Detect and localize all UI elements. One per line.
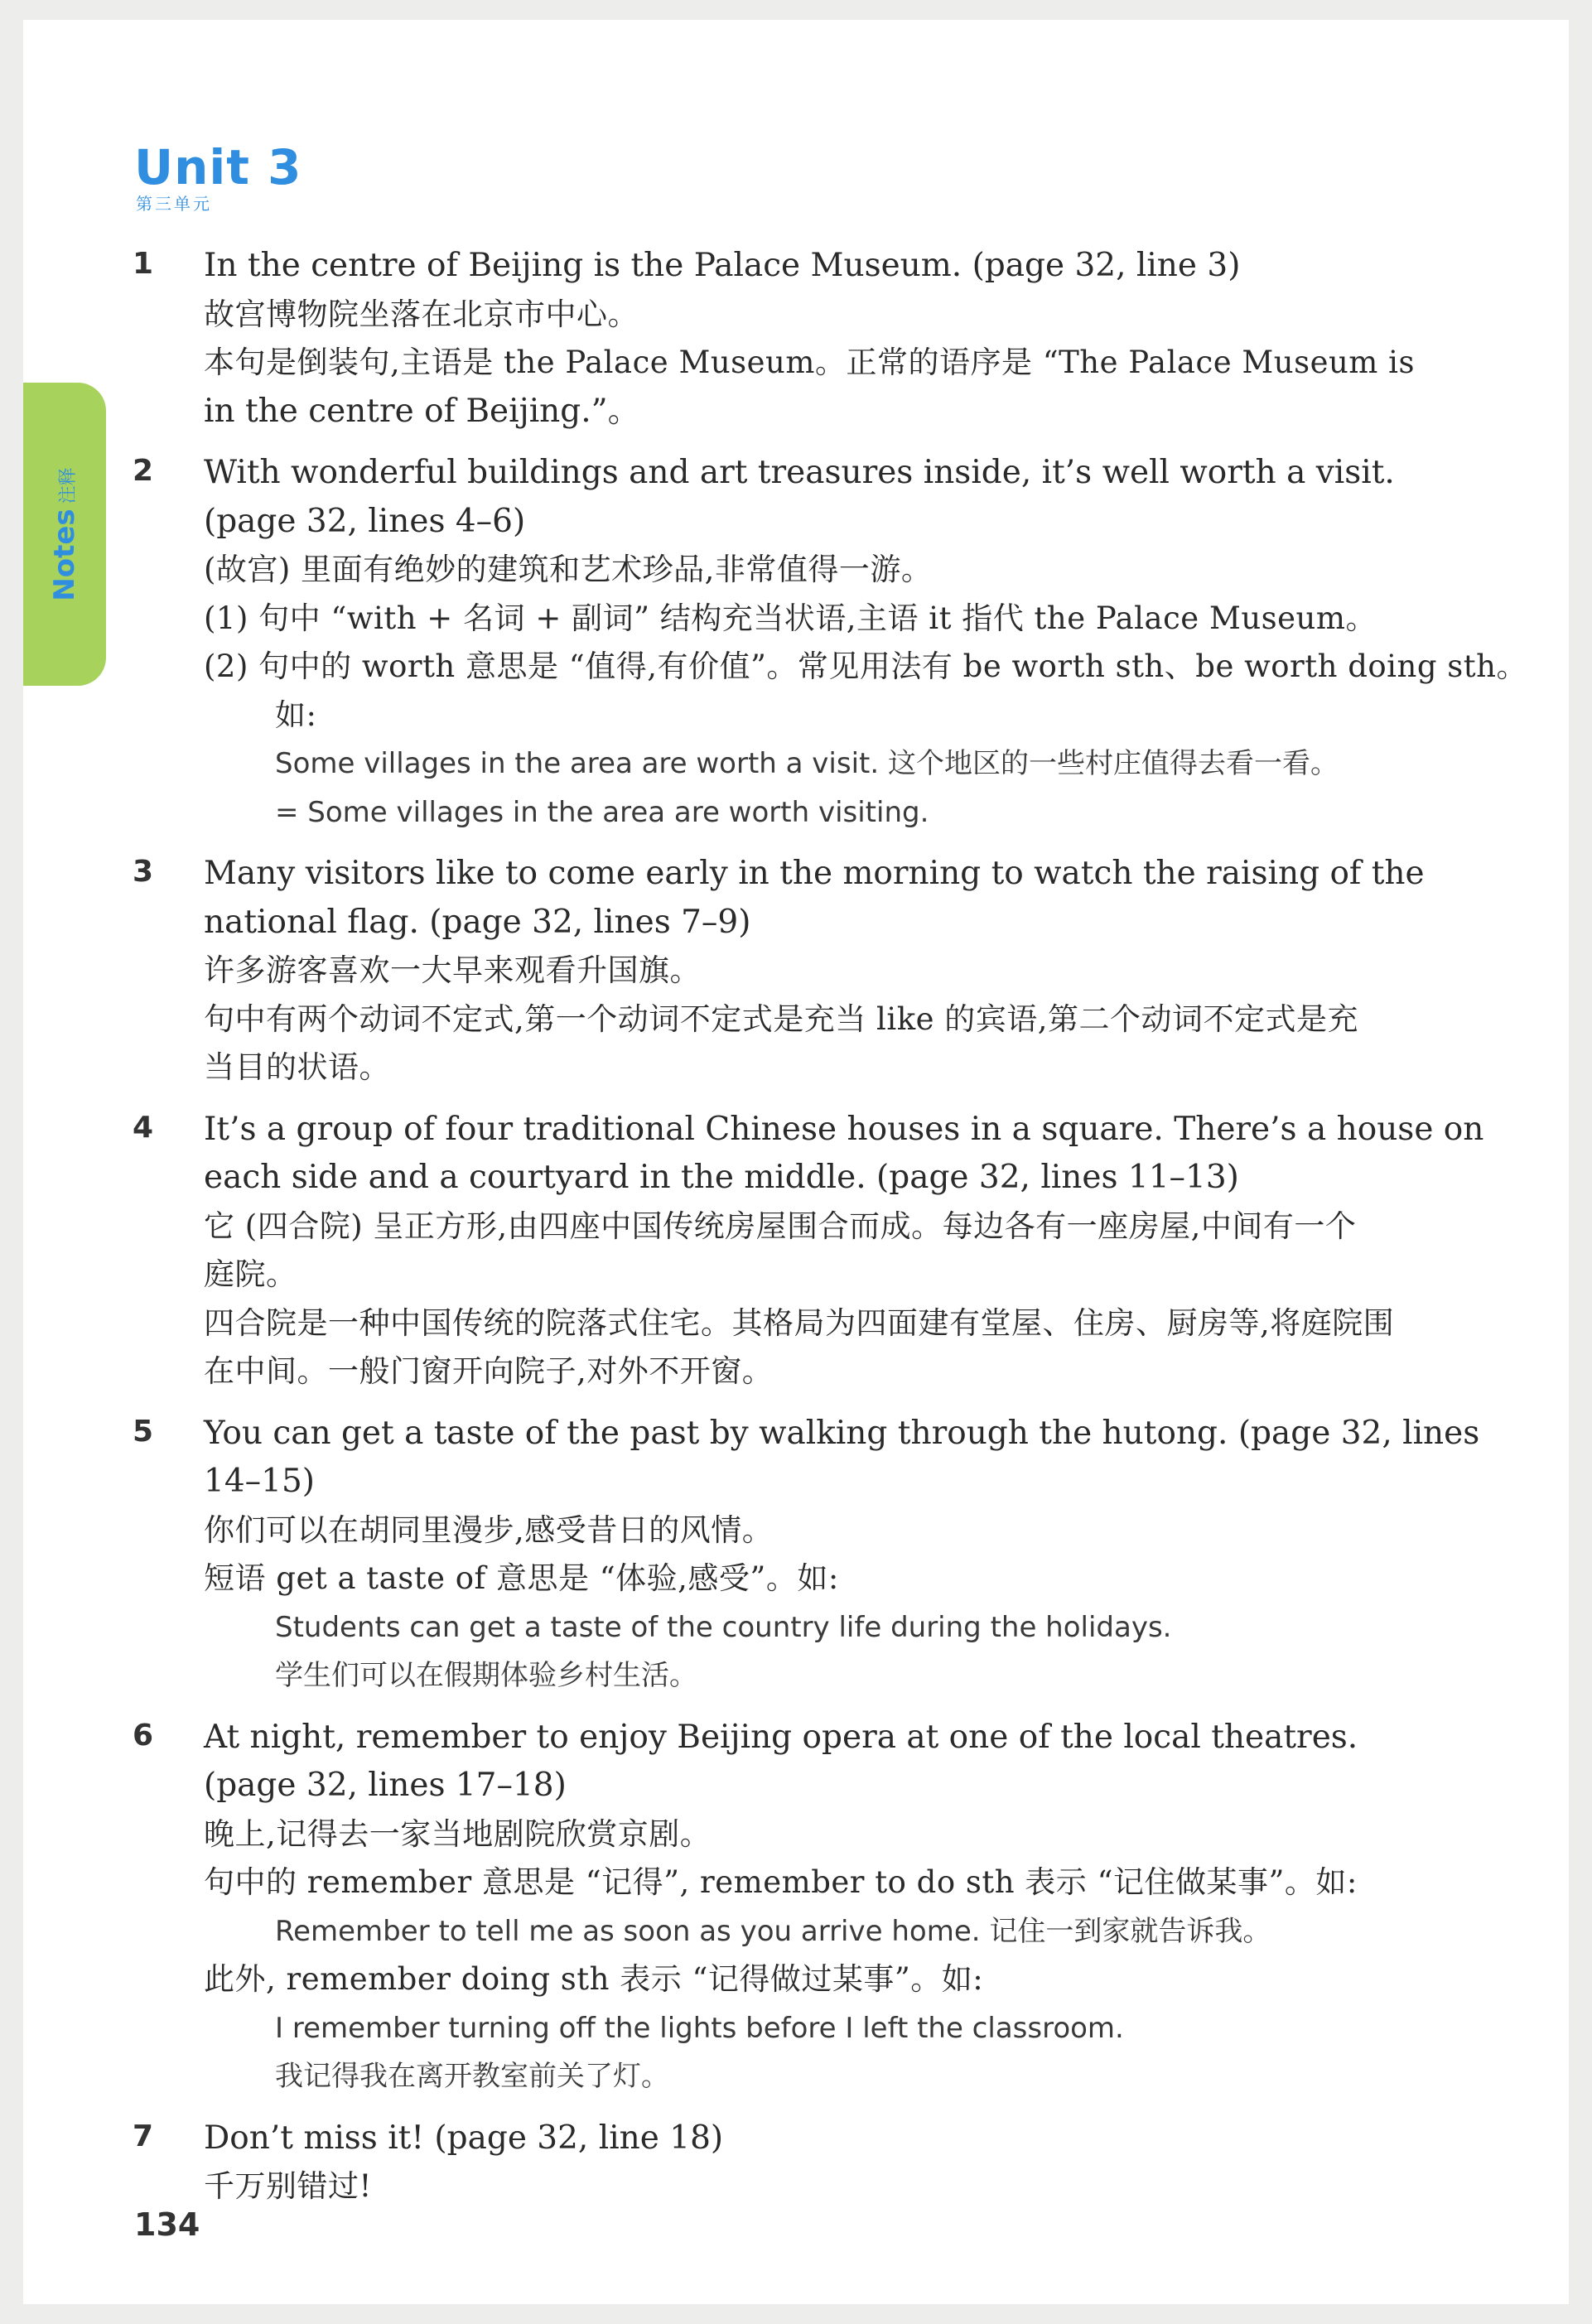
note-line: 此外, remember doing sth 表示 “记得做过某事”。如:	[204, 1961, 984, 1997]
note-line: 故宫博物院坐落在北京市中心。	[204, 296, 639, 332]
example-sentence: I remember turning off the lights before I left the classroom.	[275, 2011, 1124, 2045]
note-item-2	[133, 449, 1532, 837]
note-line: 庭院。	[204, 1256, 297, 1292]
note-line: each side and a courtyard in the middle. (page 32, lines 11–13)	[204, 1159, 1239, 1196]
note-number: 2	[133, 454, 154, 488]
example-sentence: 学生们可以在假期体验乡村生活。	[275, 1659, 697, 1692]
notes-tab-label	[48, 467, 81, 600]
note-number: 7	[133, 2119, 154, 2153]
notes-tab-cn: 注释	[58, 467, 79, 504]
note-line: (page 32, lines 17–18)	[204, 1767, 567, 1804]
note-line: 四合院是一种中国传统的院落式住宅。其格局为四面建有堂屋、住房、厨房等,将庭院围	[204, 1304, 1395, 1341]
note-item-5	[133, 1410, 1532, 1700]
example-sentence: 我记得我在离开教室前关了灯。	[275, 2060, 669, 2093]
note-number: 1	[133, 247, 154, 281]
note-item-1	[133, 242, 1532, 436]
note-line: With wonderful buildings and art treasures inside, it’s well worth a visit.	[204, 454, 1395, 491]
note-line: In the centre of Beijing is the Palace Museum. (page 32, line 3)	[204, 247, 1241, 284]
note-line: 短语 get a taste of 意思是 “体验,感受”。如:	[204, 1560, 839, 1596]
example-sentence: Remember to tell me as soon as you arrive home. 记住一到家就告诉我。	[275, 1914, 1271, 1948]
notes-side-tab	[23, 383, 106, 686]
note-line: in the centre of Beijing.”。	[204, 392, 640, 430]
note-line: 它 (四合院) 呈正方形,由四座中国传统房屋围合而成。每边各有一座房屋,中间有一个	[204, 1208, 1357, 1244]
note-line: (故宫) 里面有绝妙的建筑和艺术珍品,非常值得一游。	[204, 552, 933, 587]
note-number: 6	[133, 1718, 154, 1753]
note-line: At night, remember to enjoy Beijing opera at one of the local theatres.	[204, 1718, 1358, 1756]
notes-tab-en: Notes	[48, 509, 81, 601]
note-line: 千万别错过!	[204, 2168, 372, 2204]
note-item-4	[133, 1106, 1532, 1396]
note-line: national flag. (page 32, lines 7–9)	[204, 903, 751, 941]
note-line: 晚上,记得去一家当地剧院欣赏京剧。	[204, 1815, 712, 1852]
note-subpoint: (2) 句中的 worth 意思是 “值得,有价值”。常见用法有 be worth sth、be worth doing sth。如:	[204, 649, 1527, 733]
note-line: 在中间。一般门窗开向院子,对外不开窗。	[204, 1353, 774, 1389]
page-number: 134	[134, 2206, 200, 2243]
note-line: 你们可以在胡同里漫步,感受昔日的风情。	[204, 1512, 774, 1548]
note-line: 本句是倒装句,主语是 the Palace Museum。正常的语序是 “The Palace Museum is	[204, 345, 1415, 380]
note-line: 句中的 remember 意思是 “记得”, remember to do sth 表示 “记住做某事”。如:	[204, 1864, 1358, 1900]
unit-title: Unit 3	[134, 139, 302, 195]
unit-subtitle: 第三单元	[136, 194, 212, 214]
note-number: 3	[133, 855, 154, 889]
note-line: Many visitors like to come early in the morning to watch the raising of the	[204, 855, 1425, 892]
note-line: 许多游客喜欢一大早来观看升国旗。	[204, 952, 701, 988]
example-sentence: = Some villages in the area are worth visiting.	[275, 795, 929, 829]
note-item-6	[133, 1714, 1532, 2101]
notes-list	[133, 242, 1532, 2225]
note-line: You can get a taste of the past by walking through the hutong. (page 32, lines 14–15)	[204, 1414, 1480, 1500]
note-item-7	[133, 2114, 1532, 2211]
note-line: Don’t miss it! (page 32, line 18)	[204, 2119, 724, 2157]
note-line: (page 32, lines 4–6)	[204, 502, 526, 540]
note-subpoint: (1) 句中 “with + 名词 + 副词” 结构充当状语,主语 it 指代 the Palace Museum。	[204, 600, 1377, 636]
note-number: 5	[133, 1414, 154, 1449]
note-line: It’s a group of four traditional Chinese houses in a square. There’s a house on	[204, 1110, 1484, 1148]
note-line: 句中有两个动词不定式,第一个动词不定式是充当 like 的宾语,第二个动词不定式是充	[204, 1000, 1359, 1037]
note-number: 4	[133, 1110, 154, 1145]
example-sentence: Students can get a taste of the country life during the holidays.	[275, 1610, 1172, 1644]
note-line: 当目的状语。	[204, 1049, 390, 1085]
note-item-3	[133, 850, 1532, 1092]
example-sentence: Some villages in the area are worth a visit. 这个地区的一些村庄值得去看一看。	[275, 747, 1339, 780]
